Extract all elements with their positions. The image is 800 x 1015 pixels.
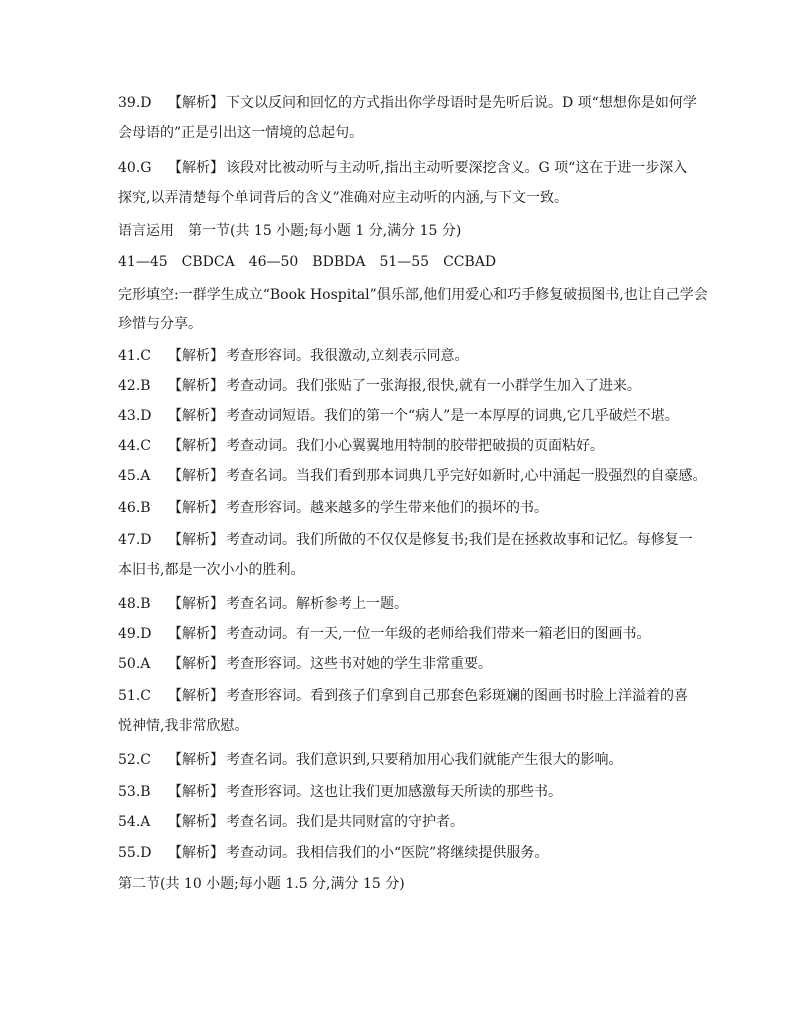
analysis-tag: 【解析】 <box>168 784 224 800</box>
line-text: 考查名词。我们是共同财富的守护者。 <box>226 814 464 830</box>
line-text: 考查形容词。我很激动,立刻表示同意。 <box>226 348 469 364</box>
analysis-tag: 【解析】 <box>168 688 224 704</box>
line-text: 考查动词。我们张贴了一张海报,很快,就有一小群学生加入了进来。 <box>226 378 641 394</box>
line-text: 探究,以弄清楚每个单词背后的含义”准确对应主动听的内涵,与下文一致。 <box>118 190 569 206</box>
analysis-tag: 【解析】 <box>168 348 224 364</box>
text-line <box>118 376 641 396</box>
text-line <box>118 252 496 272</box>
analysis-tag: 【解析】 <box>168 656 224 672</box>
analysis-tag: 【解析】 <box>168 532 224 548</box>
text-line <box>118 406 679 426</box>
line-text: 下文以反问和回忆的方式指出你学母语时是先听后说。D 项“想想你是如何学 <box>226 95 697 111</box>
text-line <box>118 530 693 550</box>
text-line <box>118 466 706 486</box>
line-text: 考查名词。当我们看到那本词典几乎完好如新时,心中涌起一股强烈的自豪感。 <box>226 468 707 484</box>
text-line <box>118 812 464 832</box>
text-line <box>118 498 548 518</box>
question-number: 51.C <box>118 688 151 704</box>
analysis-tag: 【解析】 <box>168 468 224 484</box>
analysis-tag: 【解析】 <box>168 95 224 111</box>
line-text: 完形填空:一群学生成立“Book Hospital”俱乐部,他们用爱心和巧手修复破损图书,也让自己学会 <box>118 287 708 303</box>
question-number: 42.B <box>118 378 151 394</box>
question-number: 39.D <box>118 95 152 111</box>
question-number: 53.B <box>118 784 151 800</box>
line-text: 考查动词短语。我们的第一个“病人”是一本厚厚的词典,它几乎破烂不堪。 <box>226 408 679 424</box>
analysis-tag: 【解析】 <box>168 500 224 516</box>
text-line <box>118 436 604 456</box>
text-line <box>118 750 622 770</box>
line-text: 考查形容词。这些书对她的学生非常重要。 <box>226 656 492 672</box>
text-line <box>118 93 697 113</box>
line-text: 考查动词。我相信我们的小“医院”将继续提供服务。 <box>226 845 549 861</box>
analysis-tag: 【解析】 <box>168 378 224 394</box>
text-line <box>118 188 568 208</box>
line-text: 考查动词。有一天,一位一年级的老师给我们带来一箱老旧的图画书。 <box>226 626 651 642</box>
text-line <box>118 843 548 863</box>
line-text: 考查名词。解析参考上一题。 <box>226 596 408 612</box>
question-number: 41.C <box>118 348 151 364</box>
line-text: 语言运用 第一节(共 15 小题;每小题 1 分,满分 15 分) <box>118 223 462 239</box>
line-text: 珍惜与分享。 <box>118 316 202 332</box>
question-number: 43.D <box>118 408 152 424</box>
text-line <box>118 594 408 614</box>
text-line <box>118 874 405 894</box>
text-line <box>118 560 304 580</box>
text-line <box>118 686 688 706</box>
text-line <box>118 716 248 736</box>
question-number: 50.A <box>118 656 151 672</box>
line-text: 本旧书,都是一次小小的胜利。 <box>118 562 305 578</box>
question-number: 47.D <box>118 532 152 548</box>
question-number: 40.G <box>118 160 152 176</box>
text-line <box>118 346 468 366</box>
text-line <box>118 314 202 334</box>
text-line <box>118 158 687 178</box>
line-text: 41—45 CBDCA 46—50 BDBDA 51—55 CCBAD <box>118 254 497 270</box>
text-line <box>118 654 492 674</box>
question-number: 54.A <box>118 814 151 830</box>
question-number: 55.D <box>118 845 152 861</box>
analysis-tag: 【解析】 <box>168 438 224 454</box>
text-line <box>118 123 363 143</box>
analysis-tag: 【解析】 <box>168 408 224 424</box>
line-text: 考查名词。我们意识到,只要稍加用心我们就能产生很大的影响。 <box>226 752 623 768</box>
line-text: 该段对比被动听与主动听,指出主动听要深挖含义。G 项“这在于进一步深入 <box>226 160 688 176</box>
line-text: 第二节(共 10 小题;每小题 1.5 分,满分 15 分) <box>118 876 405 892</box>
analysis-tag: 【解析】 <box>168 596 224 612</box>
question-number: 44.C <box>118 438 151 454</box>
line-text: 考查动词。我们所做的不仅仅是修复书;我们是在拯救故事和记忆。每修复一 <box>226 532 693 548</box>
text-line <box>118 624 650 644</box>
analysis-tag: 【解析】 <box>168 814 224 830</box>
text-line <box>118 285 708 305</box>
analysis-tag: 【解析】 <box>168 626 224 642</box>
line-text: 考查形容词。看到孩子们拿到自己那套色彩斑斓的图画书时脸上洋溢着的喜 <box>226 688 688 704</box>
analysis-tag: 【解析】 <box>168 845 224 861</box>
line-text: 考查形容词。这也让我们更加感激每天所读的那些书。 <box>226 784 562 800</box>
analysis-tag: 【解析】 <box>168 752 224 768</box>
question-number: 45.A <box>118 468 151 484</box>
question-number: 52.C <box>118 752 151 768</box>
question-number: 46.B <box>118 500 151 516</box>
text-line <box>118 221 461 241</box>
question-number: 49.D <box>118 626 152 642</box>
line-text: 考查形容词。越来越多的学生带来他们的损坏的书。 <box>226 500 548 516</box>
line-text: 悦神情,我非常欣慰。 <box>118 718 249 734</box>
text-line <box>118 782 562 802</box>
analysis-tag: 【解析】 <box>168 160 224 176</box>
line-text: 考查动词。我们小心翼翼地用特制的胶带把破损的页面粘好。 <box>226 438 604 454</box>
line-text: 会母语的”正是引出这一情境的总起句。 <box>118 125 364 141</box>
question-number: 48.B <box>118 596 151 612</box>
